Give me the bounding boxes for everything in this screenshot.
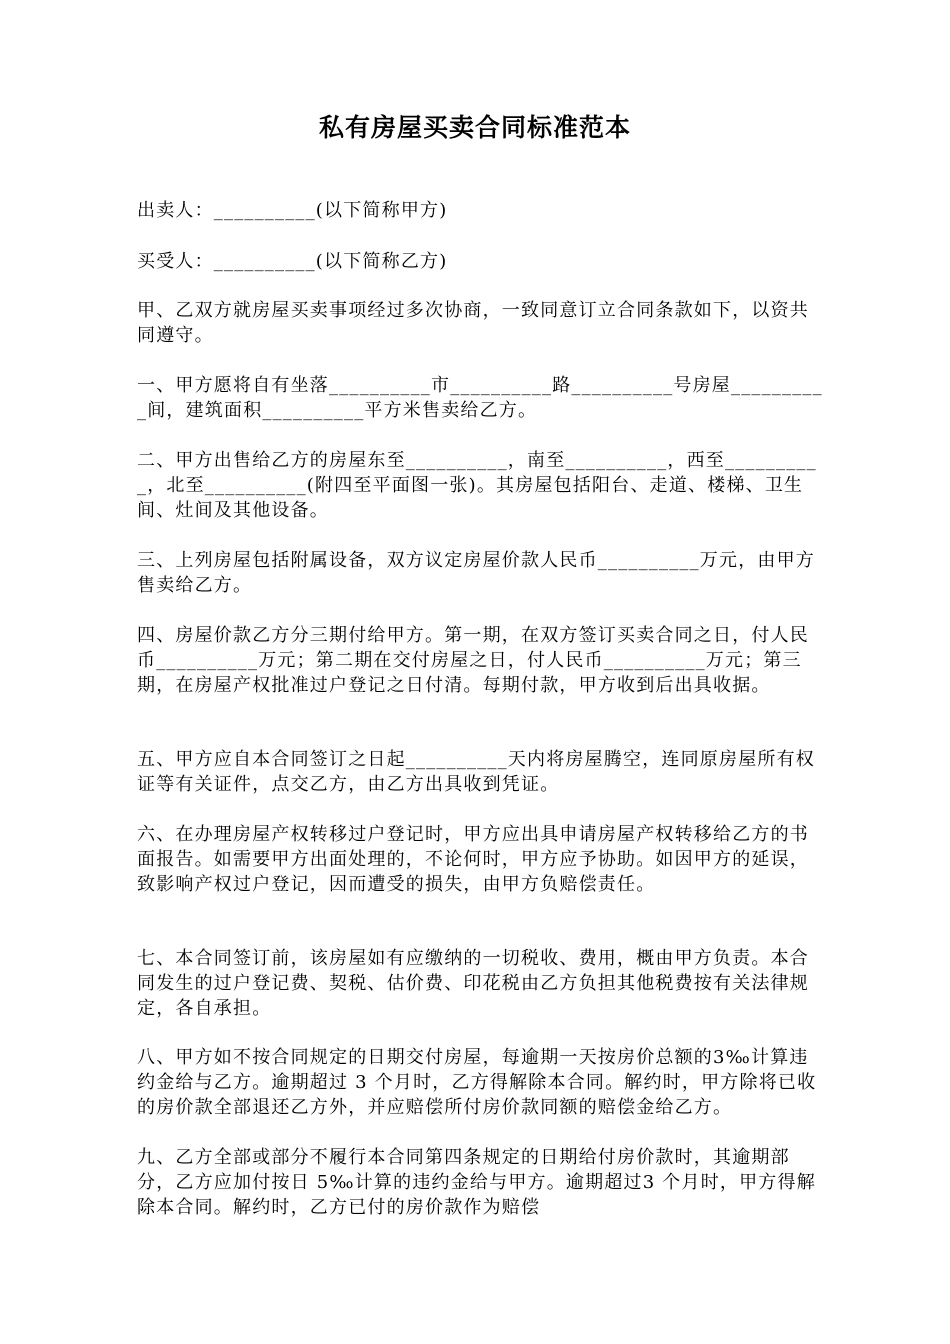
document-title: 私有房屋买卖合同标准范本 [318, 113, 631, 142]
preamble-paragraph: 甲、乙双方就房屋买卖事项经过多次协商，一致同意订立合同条款如下，以资共同遵守。 [137, 300, 809, 346]
seller-line: 出卖人：__________(以下简称甲方) [137, 200, 448, 221]
buyer-line: 买受人：__________(以下简称乙方) [137, 251, 448, 272]
clause-9: 九、乙方全部或部分不履行本合同第四条规定的日期给付房价款时，其逾期部分，乙方应加付按日 5‰计算的违约金给与甲方。逾期超过3 个月时，甲方得解除本合同。解约时，乙方已付的房价款作为赔偿 [137, 1147, 816, 1218]
clause-5: 五、甲方应自本合同签订之日起__________天内将房屋腾空，连同原房屋所有权证等有关证件，点交乙方，由乙方出具收到凭证。 [137, 749, 815, 795]
clause-3: 三、上列房屋包括附属设备，双方议定房屋价款人民币__________万元，由甲方售卖给乙方。 [137, 550, 815, 596]
clause-8: 八、甲方如不按合同规定的日期交付房屋，每逾期一天按房价总额的3‰计算违约金给与乙方。逾期超过 3 个月时，乙方得解除本合同。解约时，甲方除将已收的房价款全部退还乙方外，并应赔偿所付房价款同额的赔偿金给乙方。 [137, 1047, 817, 1118]
clause-2: 二、甲方出售给乙方的房屋东至__________，南至__________，西至__________，北至__________(附四至平面图一张)。其房屋包括阳台、走道、楼梯、卫生间、灶间及其他设备。 [137, 450, 817, 521]
clause-4: 四、房屋价款乙方分三期付给甲方。第一期，在双方签订买卖合同之日，付人民币__________万元；第二期在交付房屋之日，付人民币__________万元；第三期，在房屋产权批准过户登记之日付清。每期付款，甲方收到后出具收据。 [137, 625, 809, 696]
clause-1: 一、甲方愿将自有坐落__________市__________路__________号房屋__________间，建筑面积__________平方米售卖给乙方。 [137, 375, 823, 421]
clause-7: 七、本合同签订前，该房屋如有应缴纳的一切税收、费用，概由甲方负责。本合同发生的过户登记费、契税、估价费、印花税由乙方负担其他税费按有关法律规定，各自承担。 [137, 948, 809, 1019]
clause-6: 六、在办理房屋产权转移过户登记时，甲方应出具申请房屋产权转移给乙方的书面报告。如需要甲方出面处理的，不论何时，甲方应予协助。如因甲方的延误，致影响产权过户登记，因而遭受的损失，由甲方负赔偿责任。 [137, 824, 809, 895]
